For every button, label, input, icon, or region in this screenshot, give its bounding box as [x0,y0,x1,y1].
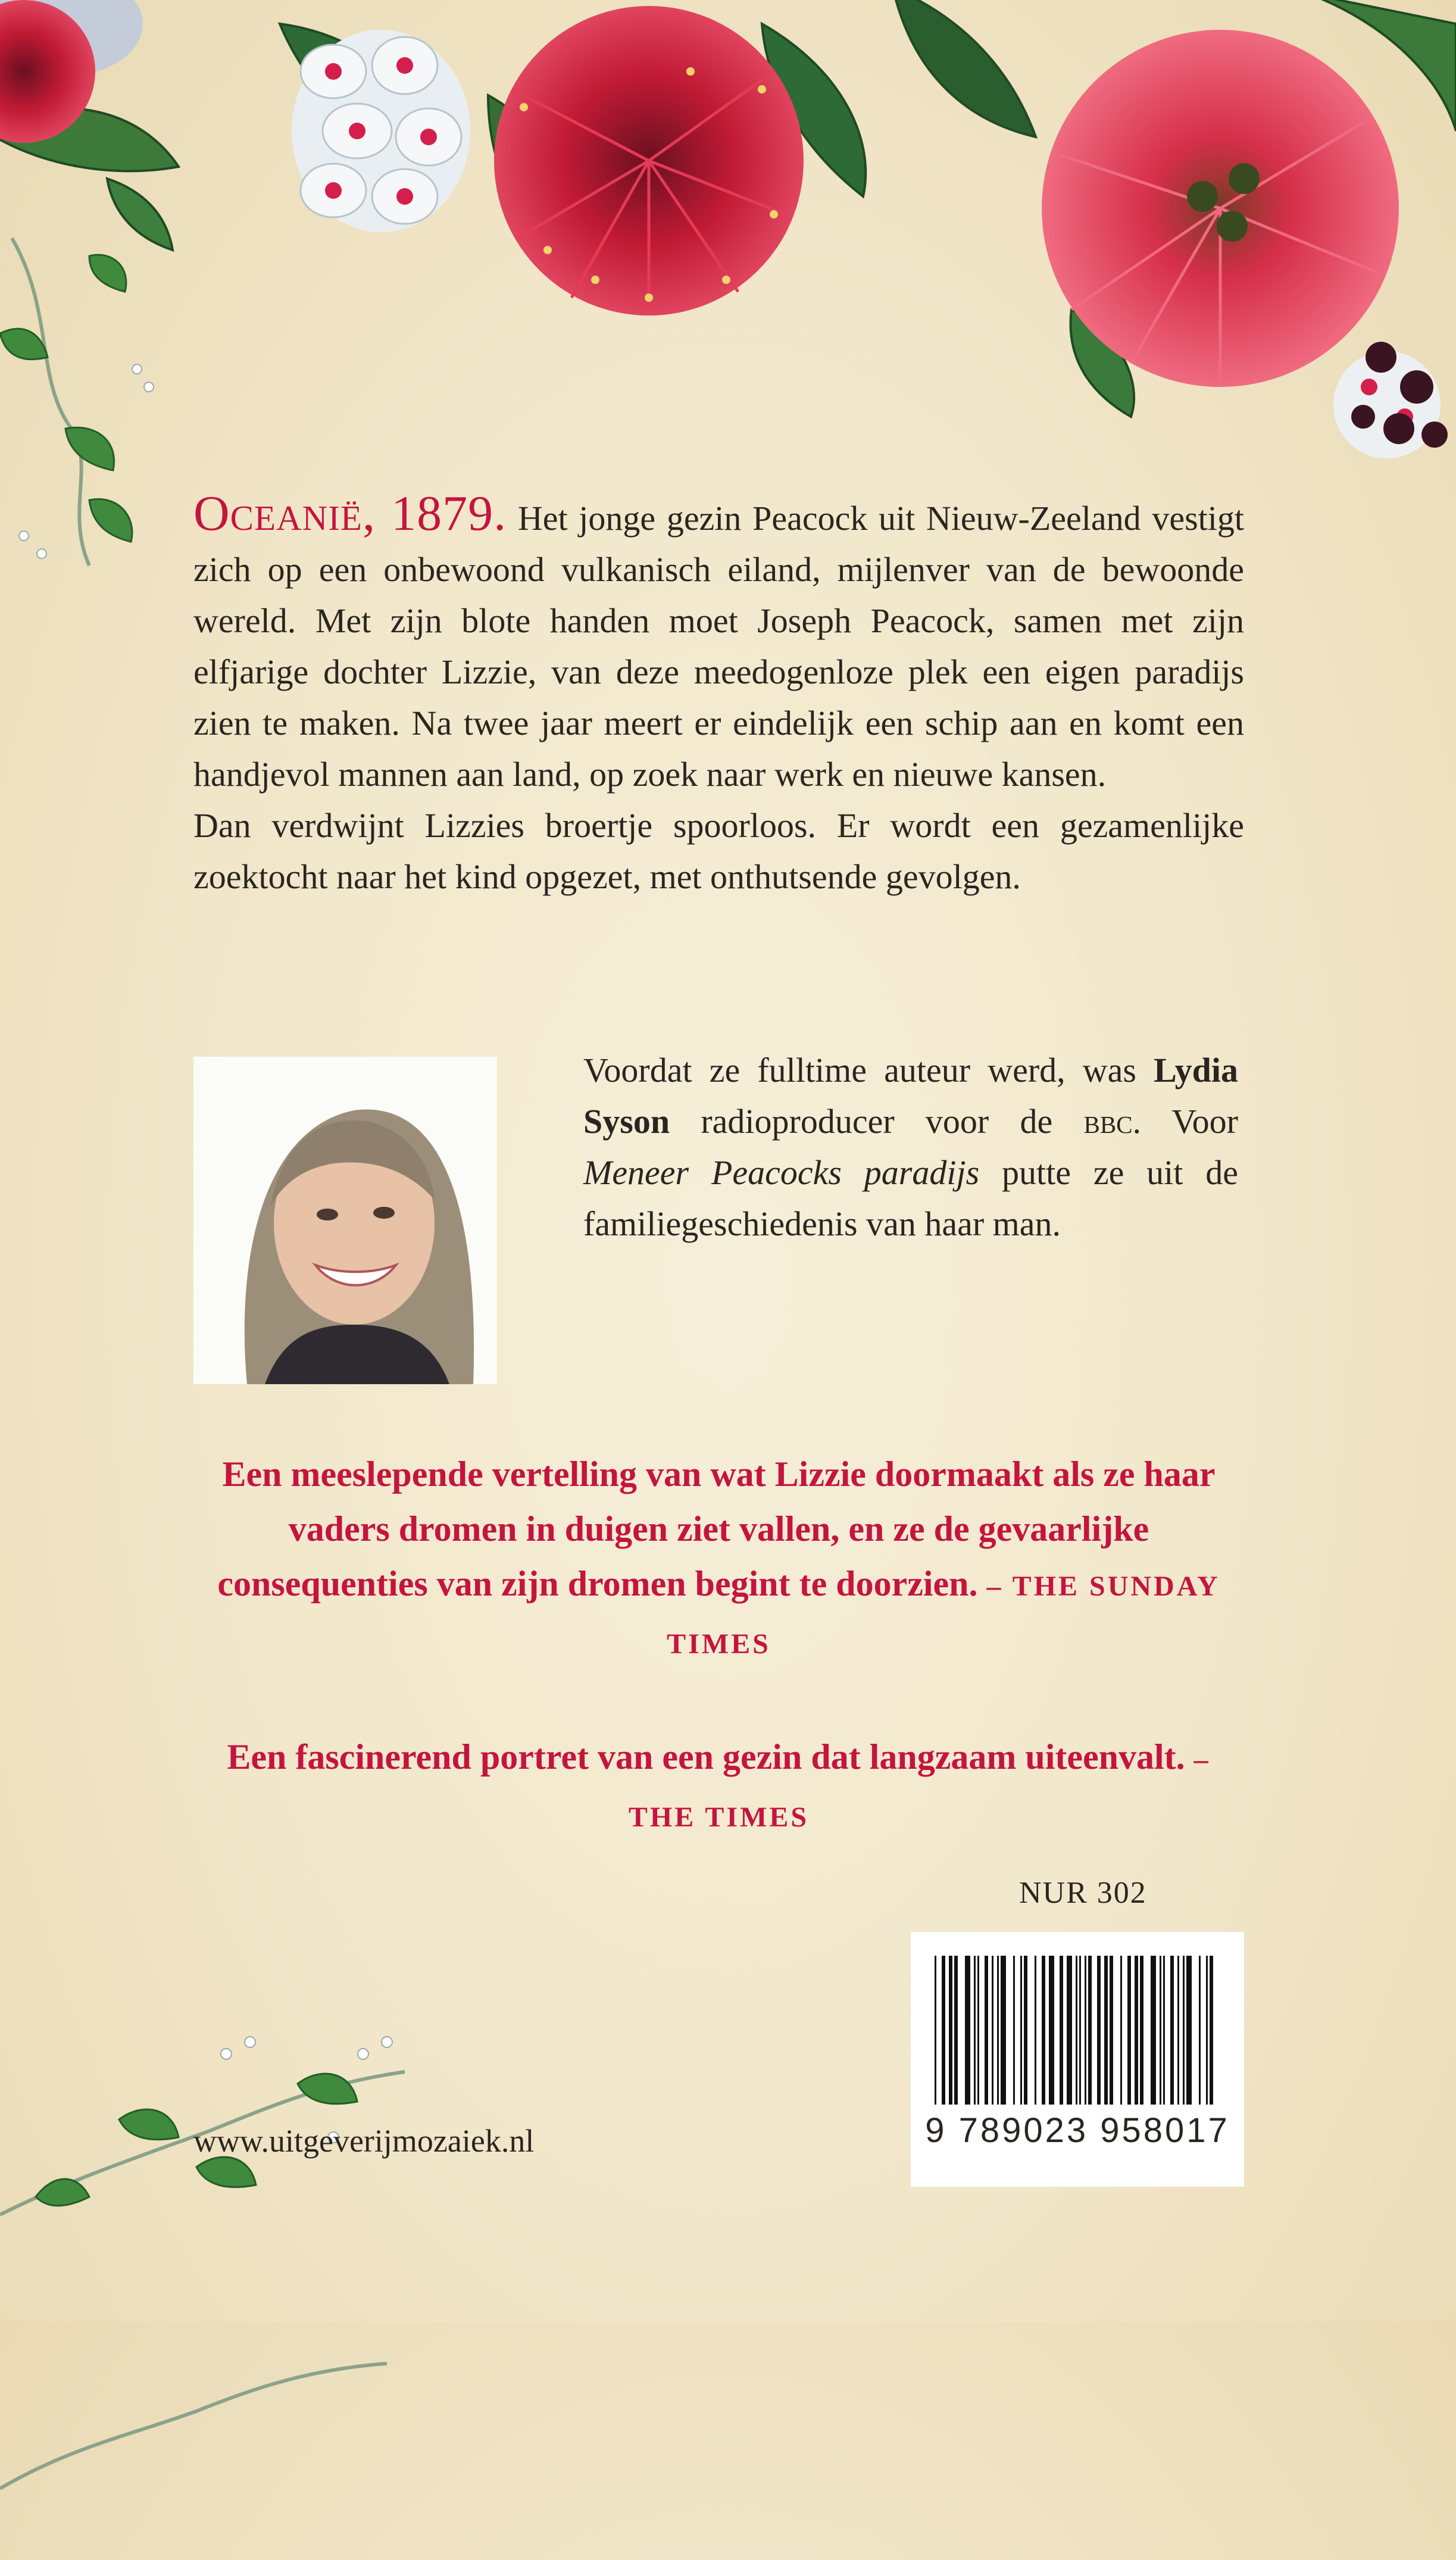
author-portrait-illustration [193,1057,497,1384]
nur-code: NUR 302 [1019,1876,1147,1910]
barcode-bar [1097,1956,1101,2105]
bio-text-2: radioproducer voor de [670,1102,1084,1141]
barcode-bar [1079,1956,1081,2105]
barcode-bar [997,1956,999,2105]
vine-illustration-left [0,0,179,595]
review-source-1: – THE SUNDAY TIMES [667,1571,1220,1660]
barcode-bar [1160,1956,1161,2105]
bio-text-4: putte ze uit de familiegeschiedenis van haar man. [583,1153,1238,1243]
review-text-1: Een meeslepende vertelling van wat Lizzie doormaakt als ze haar vaders dromen in duigen ziet vallen, en ze de gevaarlijke consequenties van zijn dromen begint te doorzien. [217,1454,1216,1603]
barcode-bar [1186,1956,1192,2105]
barcode-bar [1020,1956,1022,2105]
author-name: Lydia Syson [583,1051,1238,1141]
barcode-bar [1024,1956,1027,2105]
barcode-bar [1001,1956,1006,2105]
barcode-bar [1127,1956,1131,2105]
synopsis-text-1: Het jonge gezin Peacock uit Nieuw-Zeeland vestigt zich op een onbewoond vulkanisch eiland, mijlenver van de bewoonde wereld. Met zijn blote handen moet Joseph Peacock, samen met zijn elfjarige dochter Lizzie, van deze meedogenloze plek een eigen paradijs zien te maken. Na twee jaar meert er eindelijk een schip aan en komt een handjevol mannen aan land, op zoek naar werk en nieuwe kansen. [193,499,1244,794]
author-photo [193,1057,497,1384]
barcode-bar [949,1956,952,2105]
barcode-bar [974,1956,976,2105]
barcode-bar [1120,1956,1122,2105]
review-source-2: – THE TIMES [628,1744,1211,1833]
barcode-bar [954,1956,958,2105]
barcode-bar [1170,1956,1174,2105]
review-quote-1 [193,1447,1244,1672]
bio-org: bbc [1083,1102,1133,1141]
flower-illustration-top [0,0,1456,464]
bio-text-3: . Voor [1132,1102,1238,1141]
author-bio [583,1045,1238,1250]
barcode-bar [1042,1956,1045,2105]
barcode-bar [942,1956,945,2105]
barcode-bar [985,1956,988,2105]
barcode-bar [965,1956,970,2105]
barcode-bar [977,1956,979,2105]
synopsis [193,488,1244,903]
synopsis-paragraph-2: Dan verdwijnt Lizzies broertje spoorloos. Er wordt een gezamenlijke zoektocht naar het kind opgezet, met onthutsende gevolgen. [193,806,1244,896]
barcode-bar [1206,1956,1208,2105]
isbn-number: 9 789023 958017 [925,2111,1230,2150]
synopsis-paragraph-1 [193,488,1244,800]
barcode-bar [1067,1956,1072,2105]
barcode-bar [1076,1956,1077,2105]
synopsis-lead: Oceanië, 1879. [193,486,507,541]
barcode-bar [1035,1956,1036,2105]
barcode-bar [1210,1956,1213,2105]
barcode-bar [1013,1956,1015,2105]
barcode-bar [1104,1956,1108,2105]
barcode-bar [1183,1956,1185,2105]
barcode-bar [992,1956,993,2105]
publisher-website[interactable]: www.uitgeverijmozaiek.nl [193,2123,535,2159]
barcode-bar [1060,1956,1063,2105]
barcode-bar [1199,1956,1201,2105]
bio-text-1: Voordat ze fulltime auteur werd, was [583,1051,1154,1089]
barcode-bar [1088,1956,1092,2105]
review-quote-2 [193,1729,1244,1845]
book-title: Meneer Peacocks paradijs [583,1153,980,1192]
review-text-2: Een fascinerend portret van een gezin dat langzaam uiteenvalt. [227,1737,1185,1777]
barcode-bar [1151,1956,1156,2105]
barcode-bar [1049,1956,1054,2105]
barcode-bar [1110,1956,1113,2105]
vine-illustration-bottom-leaves [0,2310,429,2560]
barcode-bar [1135,1956,1138,2105]
barcode-bar [1163,1956,1165,2105]
barcode-bar [1140,1956,1143,2105]
barcode-bars [935,1956,1220,2105]
barcode-bar [1085,1956,1086,2105]
barcode-bar [935,1956,936,2105]
barcode-bar [1177,1956,1179,2105]
barcode [911,1932,1244,2187]
